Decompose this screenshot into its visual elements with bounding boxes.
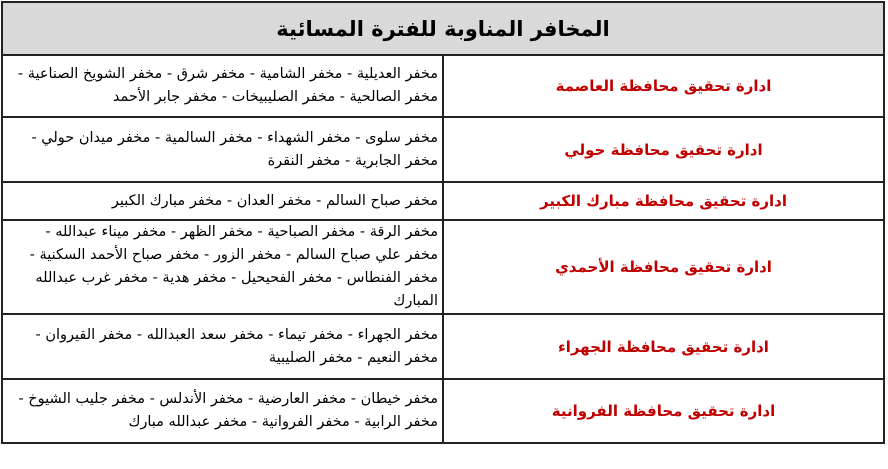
governorate-cell: ادارة تحقيق محافظة مبارك الكبير [443, 182, 884, 220]
table-row [2, 117, 884, 182]
table-row [2, 379, 884, 443]
table-title: المخافر المناوبة للفترة المسائية [2, 2, 884, 55]
governorate-cell: ادارة تحقيق محافظة الفروانية [443, 379, 884, 443]
stations-table [1, 1, 885, 444]
table-row [2, 314, 884, 379]
table-row [2, 182, 884, 220]
governorate-cell: ادارة تحقيق محافظة الأحمدي [443, 220, 884, 314]
governorate-cell: ادارة تحقيق محافظة الجهراء [443, 314, 884, 379]
table-row [2, 220, 884, 314]
stations-cell: مخفر الجهراء - مخفر تيماء - مخفر سعد العبدالله - مخفر القيروان - مخفر النعيم - مخفر الصليبية [2, 314, 443, 379]
stations-cell: مخفر العديلية - مخفر الشامية - مخفر شرق - مخفر الشويخ الصناعية - مخفر الصالحية - مخفر الصليبيخات - مخفر جابر الأحمد [2, 55, 443, 117]
stations-cell: مخفر الرقة - مخفر الصباحية - مخفر الظهر - مخفر ميناء عبدالله - مخفر علي صباح السالم - مخفر الزور - مخفر صباح الأحمد السكنية - مخفر الفنطاس - مخفر الفحيحيل - مخفر هدية - مخفر غرب عبدالله المبارك [2, 220, 443, 314]
stations-cell: مخفر خيطان - مخفر العارضية - مخفر الأندلس - مخفر جليب الشيوخ - مخفر الرابية - مخفر الفروانية - مخفر عبدالله مبارك [2, 379, 443, 443]
stations-cell: مخفر سلوى - مخفر الشهداء - مخفر السالمية - مخفر ميدان حولي - مخفر الجابرية - مخفر النقرة [2, 117, 443, 182]
table-row [2, 55, 884, 117]
stations-cell: مخفر صباح السالم - مخفر العدان - مخفر مبارك الكبير [2, 182, 443, 220]
governorate-cell: ادارة تحقيق محافظة العاصمة [443, 55, 884, 117]
governorate-cell: ادارة تحقيق محافظة حولي [443, 117, 884, 182]
